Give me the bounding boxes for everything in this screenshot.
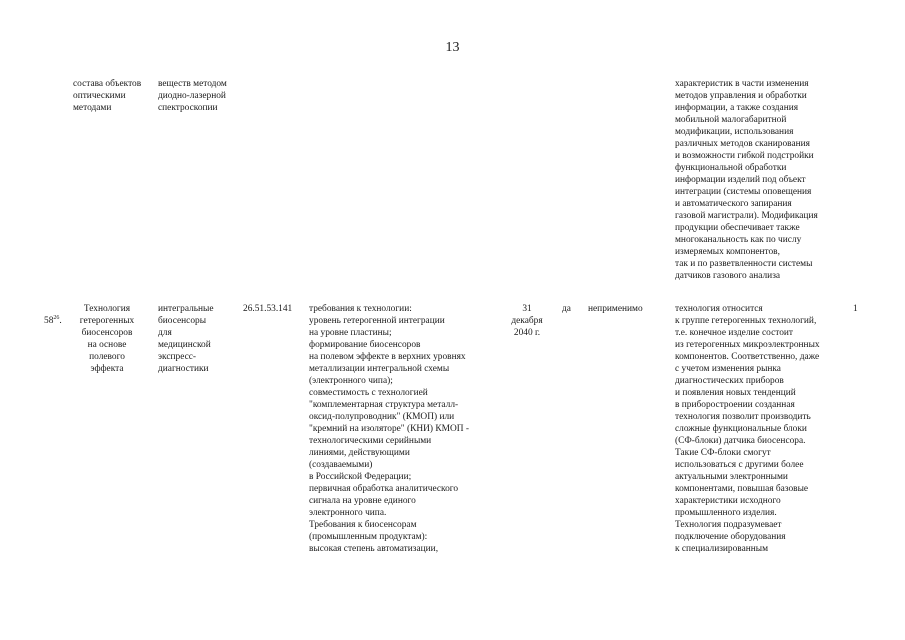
date-cell: 31 декабря 2040 г.	[511, 304, 543, 338]
row-number-cell	[44, 303, 72, 327]
flag-cell: да	[562, 304, 571, 314]
product-cell: интегральные биосенсоры для медицинской экспресс- диагностики	[158, 304, 214, 374]
cont-technology-cell: состава объектов оптическими методами	[73, 79, 142, 113]
applicability-cell: неприменимо	[588, 304, 643, 314]
cont-product-cell: веществ методом диодно-лазерной спектроскопии	[158, 79, 227, 113]
row-number: 58	[44, 316, 54, 326]
last-col-cell: 1	[853, 304, 858, 314]
cont-justification-cell: характеристик в части изменения методов управления и обработки информации, а также создания мобильной малогабаритной модификации, использования различных методов сканирования и возможности гибкой подстройки функциональной обработки информации изделий под объект интеграции (системы оповещения и автоматического запирания газовой магистрали). Модификация продукции обеспечивает также многоканальность как по числу измеряемых компонентов, так и по разветвленности системы датчиков газового анализа	[675, 79, 818, 281]
requirements-cell: требования к технологии: уровень гетерогенной интеграции на уровне пластины; формирование биосенсоров на полевом эффекте в верхних уровнях металлизации интегральной схемы (электронного чипа); совместимость с технологией "комплементарная структура металл- оксид-полупроводник" (КМОП) или "кремний на изоляторе" (КНИ) КМОП - технологическими серийными линиями, действующими (создаваемыми) в Российской Федерации; первичная обработка аналитического сигнала на уровне единого электронного чипа. Требования к биосенсорам (промышленным продуктам): высокая степень автоматизации,	[309, 304, 469, 554]
technology-cell: Технология гетерогенных биосенсоров на основе полевого эффекта	[79, 304, 135, 374]
okpd-code-cell: 26.51.53.141	[243, 304, 293, 314]
page-number: 13	[445, 40, 460, 55]
row-number-suffix: .	[59, 316, 62, 326]
row-number-footnote: 26	[53, 314, 60, 321]
justification-cell: технология относится к группе гетерогенных технологий, т.е. конечное изделие состоит из гетерогенных микроэлектронных компонентов. Соответственно, даже с учетом изменения рынка диагностических приборов и появления новых тенденций в приборостроении созданная технология позволит производить сложные функциональные блоки (СФ-блоки) датчика биосенсора. Такие СФ-блоки смогут использоваться с другими более актуальными электронными компонентами, повышая базовые характеристики исходного промышленного изделия. Технология подразумевает подключение оборудования к специализированным	[675, 304, 820, 554]
